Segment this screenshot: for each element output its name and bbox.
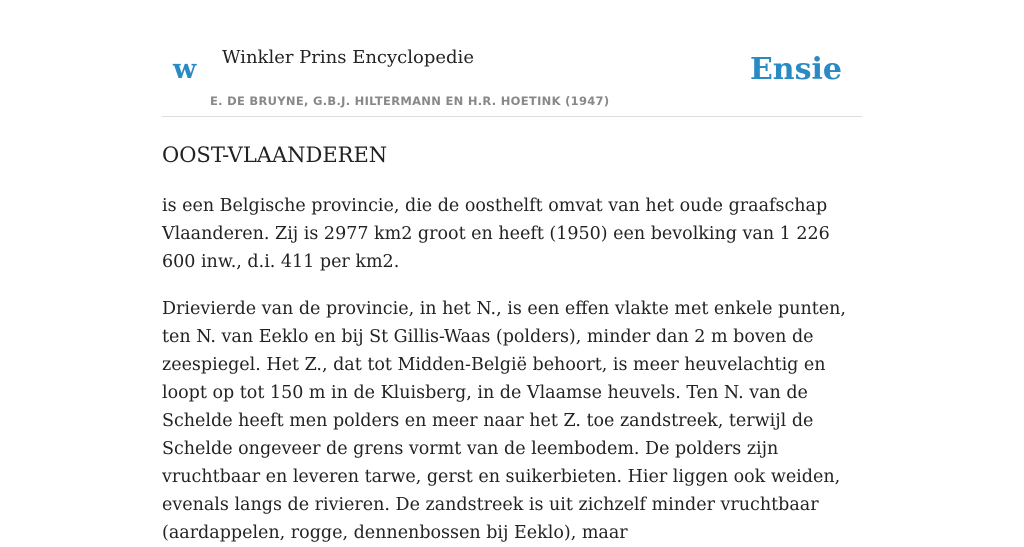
winkler-prins-logo[interactable]: w: [173, 54, 197, 85]
source-authors: E. DE BRUYNE, G.B.J. HILTERMANN EN H.R. HOETINK (1947): [210, 94, 610, 108]
article-paragraph: Drievierde van de provincie, in het N., is een effen vlakte met enkele punten, ten N. van Eeklo en bij St Gillis-Waas (polders), minder dan 2 m boven de zeespiegel. Het Z., dat tot Midden-België behoort, is meer heuvelachtig en loopt op tot 150 m in de Kluisberg, in de Vlaamse heuvels. Ten N. van de Schelde heeft men polders en meer naar het Z. toe zandstreek, terwijl de Schelde ongeveer de grens vormt van de leembodem. De polders zijn vruchtbaar en leveren tarwe, gerst en suikerbieten. Hier liggen ook weiden, evenals langs de rivieren. De zandstreek is uit zichzelf minder vruchtbaar (aardappelen, rogge, dennenbossen bij Eeklo), maar: [162, 299, 846, 543]
article: [162, 136, 862, 547]
source-title[interactable]: Winkler Prins Encyclopedie: [222, 47, 474, 68]
article-title: OOST-VLAANDEREN: [162, 143, 388, 167]
ensie-logo[interactable]: Ensie: [749, 52, 842, 87]
source-header: [162, 0, 862, 117]
article-paragraph: is een Belgische provincie, die de oosthelft omvat van het oude graafschap Vlaanderen. Zij is 2977 km2 groot en heeft (1950) een bevolking van 1 226 600 inw., d.i. 411 per km2.: [162, 196, 830, 272]
